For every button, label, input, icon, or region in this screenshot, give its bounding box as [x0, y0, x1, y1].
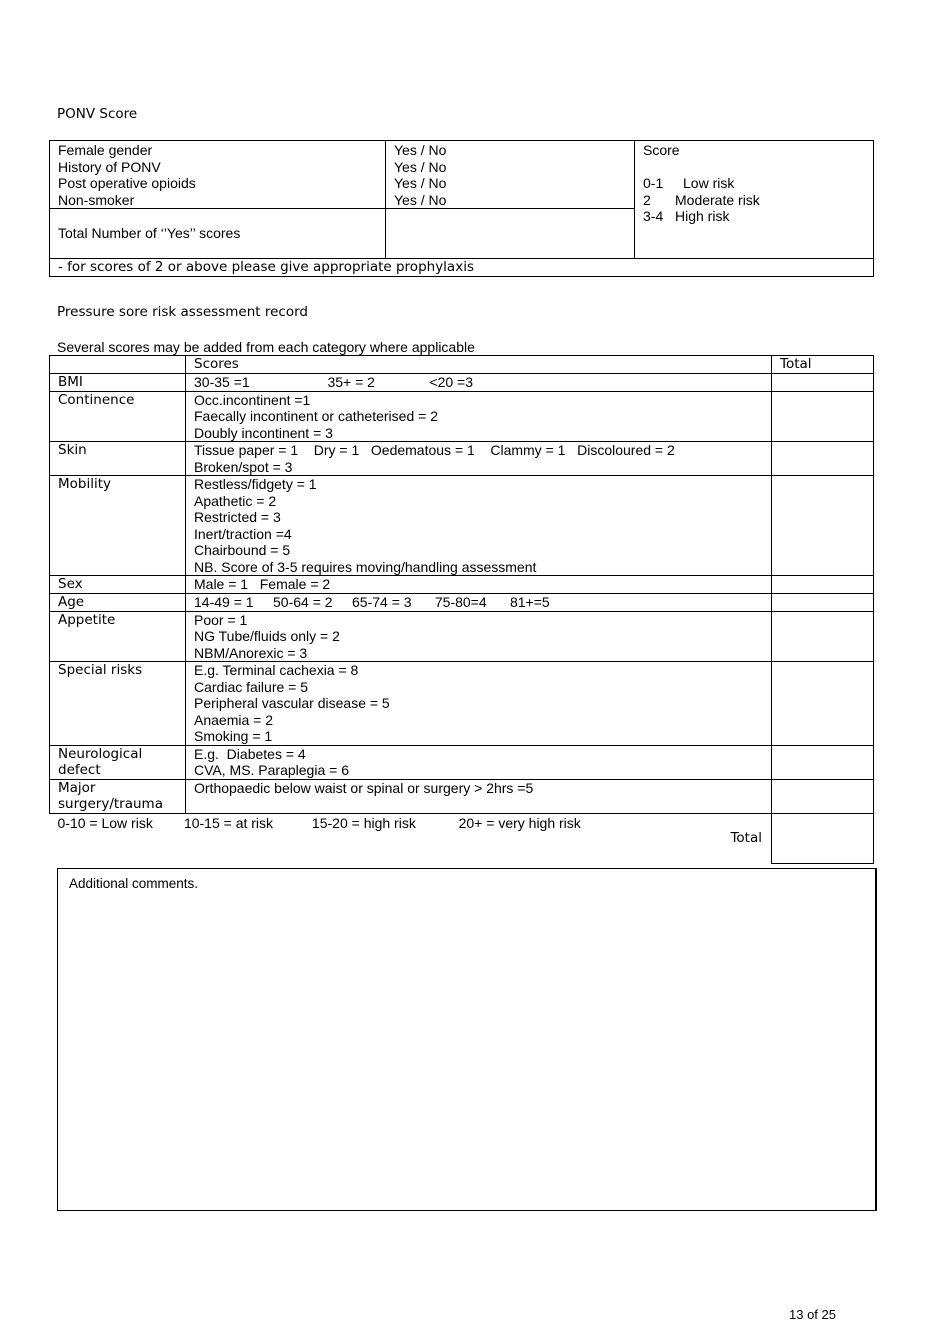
ponv-answer[interactable]: Yes / No: [394, 158, 447, 175]
total-input[interactable]: [772, 594, 874, 612]
grand-total-label: Total: [730, 829, 762, 846]
category-mobility: Mobility: [50, 476, 186, 576]
total-input[interactable]: [772, 779, 874, 813]
category-special-risks: Special risks: [50, 662, 186, 746]
scores-bmi: 30-35 =1 35+ = 2 <20 =3: [186, 374, 772, 392]
pressure-title: Pressure sore risk assessment record: [57, 304, 308, 320]
ponv-score-header: Score: [643, 142, 680, 158]
ponv-footnote: - for scores of 2 or above please give appropriate prophylaxis: [50, 259, 874, 277]
scores-age: 14-49 = 1 50-64 = 2 65-74 = 3 75-80=4 81+=5: [186, 594, 772, 612]
table-row: [50, 779, 874, 813]
table-row: [50, 611, 874, 662]
table-row: [50, 576, 874, 594]
header-blank: [50, 356, 186, 374]
ponv-total-label-cell: [50, 209, 386, 259]
score-range: 3-4: [643, 208, 664, 224]
ponv-answer[interactable]: Yes / No: [394, 191, 447, 208]
total-input[interactable]: [772, 745, 874, 779]
risk-legend: 0-10 = Low risk 10-15 = at risk 15-20 = high risk 20+ = very high risk: [57, 814, 581, 831]
category-continence: Continence: [50, 391, 186, 442]
table-row: [50, 745, 874, 779]
comments-box[interactable]: [57, 868, 877, 1211]
total-input[interactable]: [772, 662, 874, 746]
comments-label: Additional comments.: [69, 876, 199, 891]
scores-sex: Male = 1 Female = 2: [186, 576, 772, 594]
category-skin: Skin: [50, 442, 186, 476]
scores-neurological: E.g. Diabetes = 4 CVA, MS. Paraplegia = 6: [186, 745, 772, 779]
ponv-question: Non-smoker: [58, 191, 135, 208]
table-row: [50, 662, 874, 746]
ponv-score-key: [635, 141, 874, 259]
score-range-row: [643, 175, 865, 192]
pressure-table: [49, 355, 874, 864]
ponv-total-input[interactable]: [386, 209, 635, 259]
score-range: 0-1: [643, 175, 664, 191]
category-major-surgery: Major surgery/trauma: [50, 779, 186, 813]
table-row: [50, 442, 874, 476]
table-row: [50, 374, 874, 392]
grand-total-input[interactable]: [772, 813, 874, 863]
category-neurological: Neurological defect: [50, 745, 186, 779]
header-scores: Scores: [186, 356, 772, 374]
ponv-question: Female gender: [58, 142, 153, 158]
ponv-answers-cell: [386, 141, 635, 209]
scores-skin: Tissue paper = 1 Dry = 1 Oedematous = 1 Clammy = 1 Discoloured = 2 Broken/spot = 3: [186, 442, 772, 476]
total-input[interactable]: [772, 576, 874, 594]
score-risk: Moderate risk: [675, 191, 760, 208]
table-row: [50, 476, 874, 576]
total-input[interactable]: [772, 374, 874, 392]
score-range-row: [643, 208, 865, 225]
page-number: 13 of 25: [789, 1307, 836, 1322]
ponv-answer[interactable]: Yes / No: [394, 175, 447, 191]
score-range: 2: [643, 191, 651, 208]
ponv-table: [49, 140, 874, 277]
score-range-row: [643, 192, 865, 209]
scores-major-surgery: Orthopaedic below waist or spinal or surgery > 2hrs =5: [186, 779, 772, 813]
category-bmi: BMI: [50, 374, 186, 392]
category-age: Age: [50, 594, 186, 612]
ponv-total-label: Total Number of ‘’Yes’’ scores: [58, 225, 241, 241]
score-risk: Low risk: [683, 175, 735, 191]
category-sex: Sex: [50, 576, 186, 594]
category-appetite: Appetite: [50, 611, 186, 662]
total-input[interactable]: [772, 391, 874, 442]
score-risk: High risk: [675, 208, 730, 224]
ponv-title: PONV Score: [57, 106, 138, 122]
total-input[interactable]: [772, 611, 874, 662]
total-input[interactable]: [772, 442, 874, 476]
total-input[interactable]: [772, 476, 874, 576]
table-row: [50, 391, 874, 442]
ponv-questions-cell: [50, 141, 386, 209]
scores-special-risks: E.g. Terminal cachexia = 8 Cardiac failure = 5 Peripheral vascular disease = 5 Anaemia = 2 Smoking = 1: [186, 662, 772, 746]
ponv-question: History of PONV: [58, 158, 161, 175]
ponv-question: Post operative opioids: [58, 175, 196, 191]
scores-appetite: Poor = 1 NG Tube/fluids only = 2 NBM/Anorexic = 3: [186, 611, 772, 662]
ponv-answer[interactable]: Yes / No: [394, 142, 447, 158]
pressure-subtitle: Several scores may be added from each category where applicable: [57, 339, 475, 355]
header-total: Total: [772, 356, 874, 374]
scores-mobility: Restless/fidgety = 1 Apathetic = 2 Restricted = 3 Inert/traction =4 Chairbound = 5 NB. Score of 3-5 requires moving/handling assessment: [186, 476, 772, 576]
table-row: [50, 594, 874, 612]
legend-row: [50, 813, 772, 863]
scores-continence: Occ.incontinent =1 Faecally incontinent or catheterised = 2 Doubly incontinent = 3: [186, 391, 772, 442]
